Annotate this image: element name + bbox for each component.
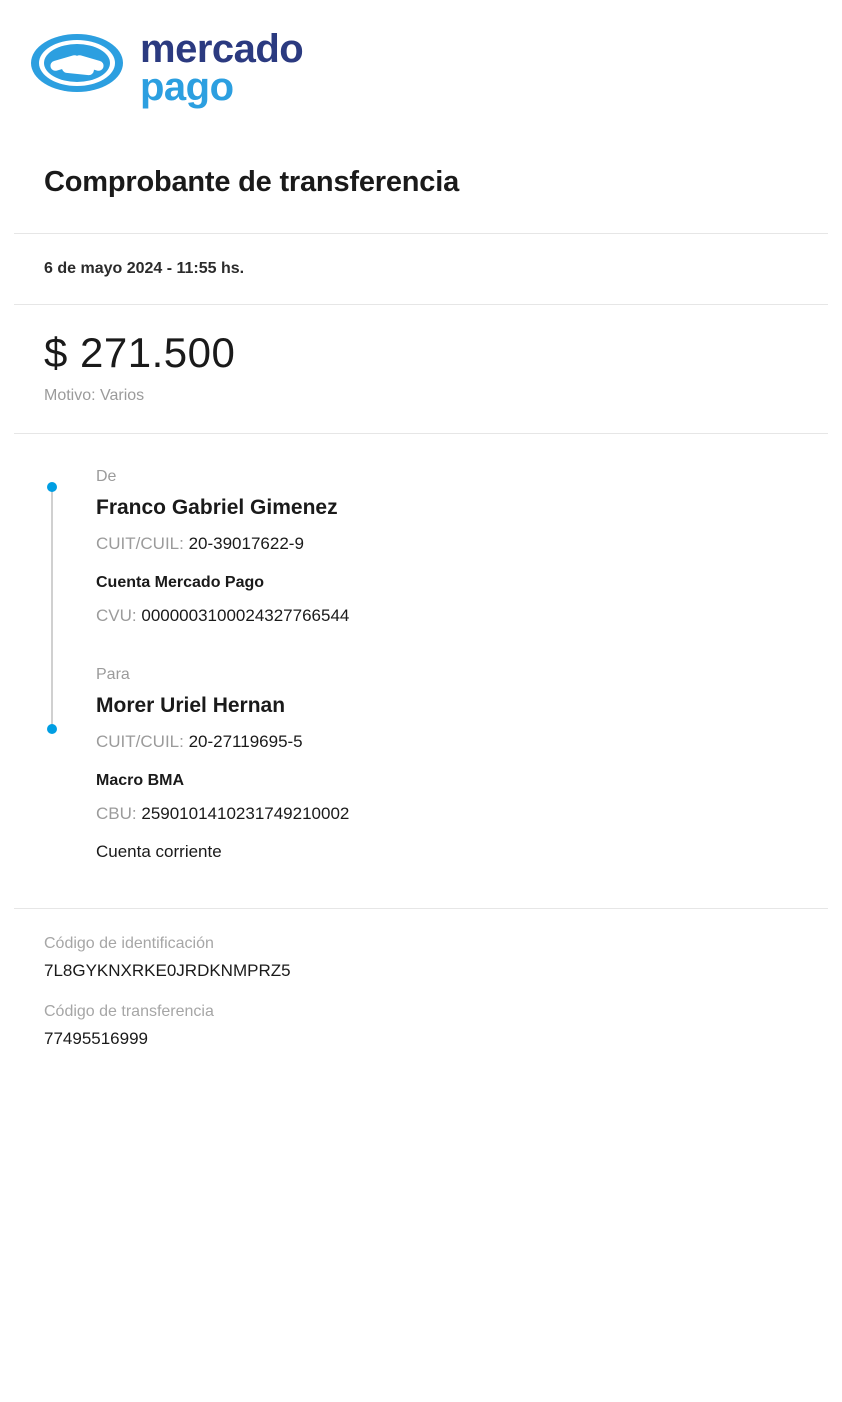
page-title: Comprobante de transferencia [44,166,459,198]
transaction-datetime: 6 de mayo 2024 - 11:55 hs. [44,260,245,277]
mercado-pago-handshake-logo-icon [28,28,126,96]
brand-logo [0,0,842,118]
party-to-name: Morer Uriel Hernan [96,694,286,718]
timeline-dot-from-icon [47,482,57,492]
party-from-id [96,534,798,554]
party-to-account-type: Cuenta corriente [96,842,222,862]
identification-code-label: Código de identificación [44,935,214,953]
brand-wordmark [140,27,304,110]
parties-section [0,434,842,888]
timeline-dot-to-icon [47,724,57,734]
brand-wordmark-line1: mercado [140,27,304,71]
party-from [96,468,798,626]
party-to-id [96,732,798,752]
party-to-account-key [96,804,798,824]
brand-wordmark-line2: pago [140,65,234,110]
party-from-account-title: Cuenta Mercado Pago [96,574,265,592]
transaction-motive: Motivo: Varios [44,387,145,405]
transfer-code-label: Código de transferencia [44,1003,214,1021]
party-to-id-label: CUIT/CUIL: [96,732,184,752]
transaction-amount: $ 271.500 [44,329,236,376]
party-from-account-key-value: 0000003100024327766544 [141,606,350,626]
party-to-account-key-label: CBU: [96,804,137,824]
party-to-label: Para [96,666,130,684]
codes-section [0,909,842,1049]
amount-block [0,305,842,433]
transfer-timeline [51,480,53,888]
identification-code-value: 7L8GYKNXRKE0JRDKNMPRZ5 [44,961,291,981]
party-from-account-key [96,606,798,626]
party-to-account-key-value: 2590101410231749210002 [141,804,350,824]
timeline-line [51,486,53,732]
party-to [96,666,798,862]
party-from-id-label: CUIT/CUIL: [96,534,184,554]
party-to-account-title: Macro BMA [96,772,185,790]
party-from-id-value: 20-39017622-9 [188,534,304,554]
party-from-label: De [96,468,117,486]
transfer-code-value: 77495516999 [44,1029,149,1049]
party-from-name: Franco Gabriel Gimenez [96,496,338,520]
party-to-id-value: 20-27119695-5 [188,732,303,752]
party-from-account-key-label: CVU: [96,606,137,626]
